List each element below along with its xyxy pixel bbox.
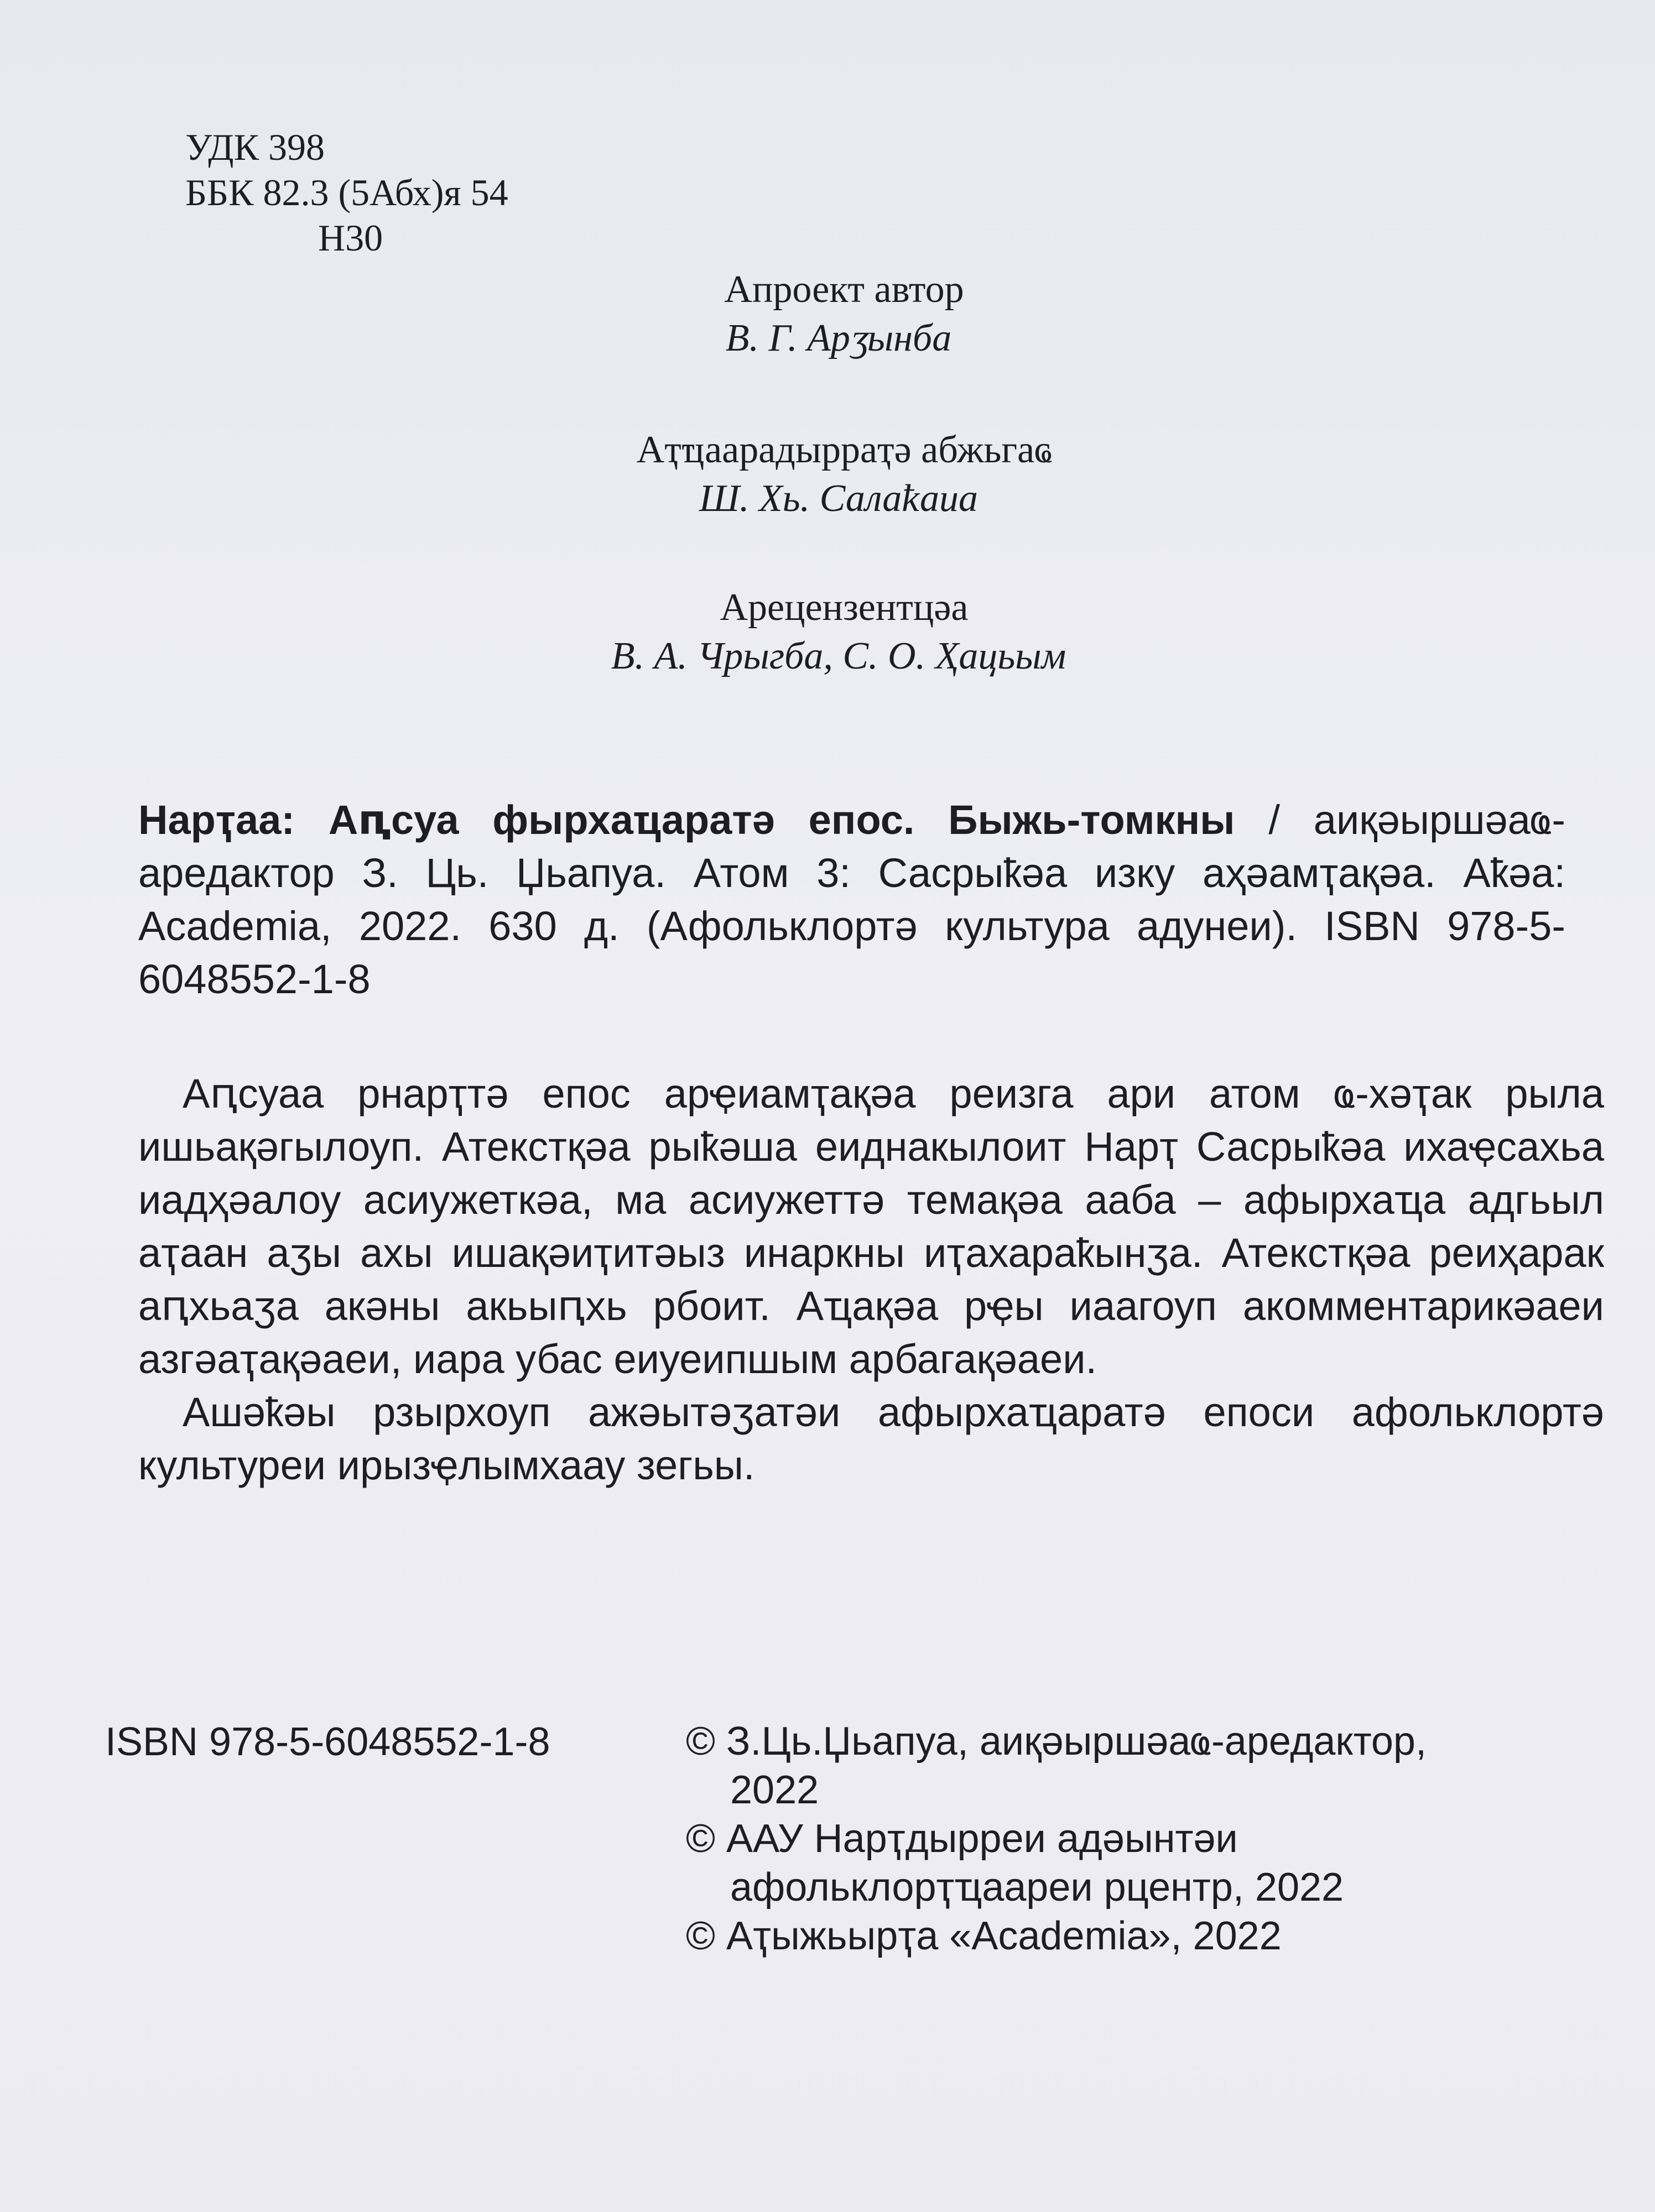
classification-block xyxy=(185,124,508,260)
copyright-line: © З.Ць.Џьапуа, аиқәыршәаҩ-аредактор, xyxy=(686,1719,1427,1764)
isbn-number: ISBN 978-5-6048552-1-8 xyxy=(105,1720,550,1764)
copyright-line: © ААУ Нарҭдырреи адәынтәи xyxy=(686,1817,1238,1861)
credit-role: Аҭҵаарадырраҭә абжьгаҩ xyxy=(636,429,1052,471)
credit-person: Ш. Хь. Салаҟаиа xyxy=(699,477,978,520)
annotation-paragraph: Ашәҟәы рзырхоуп ажәытәӡатәи афырхаҵаратә епоси афольклортә культуреи ирызҿлымхаау зегьы. xyxy=(138,1389,1604,1488)
credit-person: В. Г. Арӡынба xyxy=(725,317,952,359)
credit-project-author xyxy=(0,265,1655,363)
bibliographic-record xyxy=(138,794,1565,1006)
annotation xyxy=(138,1067,1604,1492)
copyright-line-continued: афольклорҭҵаареи рцентр, 2022 xyxy=(730,1865,1344,1910)
bibliographic-details: / аиқәыршәаҩ-аредактор З. Ць. Џьапуа. Атом 3: Сасрыҟәа изку аҳәамҭақәа. Аҟәа: Academia, 2022. 630 д. (Афольклортә культура адунеи). ISBN 978-5-6048552-1-8 xyxy=(138,797,1565,1002)
credit-scientific-advisor xyxy=(0,426,1655,523)
author-mark: Н30 xyxy=(318,217,383,259)
copyright-line: © Аҭыжьырҭа «Academia», 2022 xyxy=(686,1914,1282,1958)
credit-reviewers xyxy=(0,583,1655,681)
annotation-paragraph: Аԥсуаа рнарҭтә епос арҿиамҭақәа реизга ари атом ҩ-хәҭак рыла ишьақәгылоуп. Атекстқәа рыҟәша еиднакылоит Нарҭ Сасрыҟәа ихаҿсахьа иадҳәалоу асиужеткәа, ма асиужеттә темақәа ааба – афырхаҵа адгьыл аҭаан аӡы ахы ишақәиҭитәыз инаркны иҭахараҟынӡа. Атекстқәа реиҳарак аԥхьаӡа акәны акьыԥхь рбоит. Аҵақәа рҿы иаагоуп акомментарикәаеи азгәаҭақәаеи, иара убас еиуеипшым арбагақәаеи. xyxy=(138,1071,1604,1382)
credit-role: Арецензентцәа xyxy=(720,586,969,629)
udk-code: УДК 398 xyxy=(185,126,325,168)
book-title: Нарҭаа: Аԥсуа фырхаҵаратә епос. Быжь-томкны xyxy=(138,797,1235,843)
copyright-block xyxy=(686,1717,1626,1960)
credit-role: Апроект автор xyxy=(724,268,964,311)
copyright-line-continued: 2022 xyxy=(730,1768,819,1812)
credit-person: В. А. Чрыгба, С. О. Ҳацьым xyxy=(611,635,1066,677)
bbk-code: ББК 82.3 (5Абх)я 54 xyxy=(185,171,508,213)
